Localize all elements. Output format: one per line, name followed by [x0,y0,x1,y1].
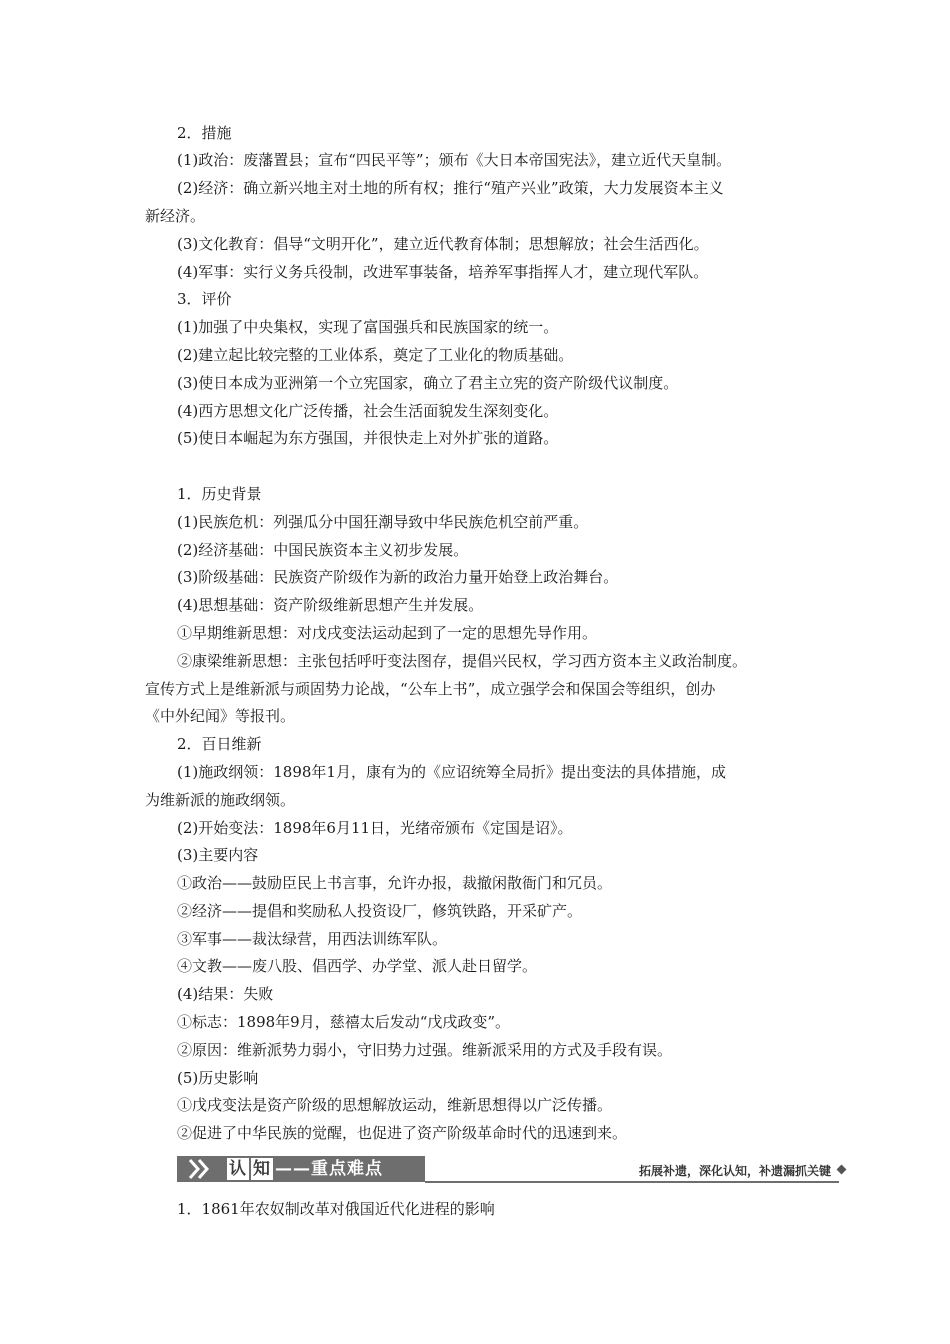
paragraph-line: (1)民族危机：列强瓜分中国狂潮导致中华民族危机空前严重。 [177,513,589,531]
section-heading: 2．百日维新 [177,735,262,753]
section-heading: 3．评价 [177,290,232,308]
paragraph-line: ④文教——废八股、倡西学、办学堂、派人赴日留学。 [177,957,538,975]
paragraph-line: 宣传方式上是维新派与顽固势力论战，“公车上书”，成立强学会和保国会等组织，创办 [145,680,716,698]
paragraph-line: (1)政治：废藩置县；宣布“四民平等”；颁布《大日本帝国宪法》，建立近代天皇制。 [177,151,732,169]
paragraph-line: (4)西方思想文化广泛传播，社会生活面貌发生深刻变化。 [177,402,559,420]
paragraph-line: ②原因：维新派势力弱小，守旧势力过强。维新派采用的方式及手段有误。 [177,1041,673,1059]
paragraph-line: ①标志：1898年9月，慈禧太后发动“戊戌政变”。 [177,1013,511,1031]
section-banner [177,1154,845,1184]
banner-title-char: 知 [253,1159,271,1179]
banner-title-rest: ——重点难点 [275,1159,383,1179]
chevron-right-icon [187,1158,211,1180]
paragraph-line: (2)建立起比较完整的工业体系，奠定了工业化的物质基础。 [177,346,574,364]
paragraph-line: ①政治——鼓励臣民上书言事，允许办报，裁撤闲散衙门和冗员。 [177,874,613,892]
section-heading: 1．1861年农奴制改革对俄国近代化进程的影响 [177,1200,495,1218]
paragraph-line: (2)经济基础：中国民族资本主义初步发展。 [177,541,469,559]
paragraph-line: (4)思想基础：资产阶级维新思想产生并发展。 [177,596,484,614]
paragraph-line: 《中外纪闻》等报刊。 [145,707,296,725]
paragraph-line: (3)阶级基础：民族资产阶级作为新的政治力量开始登上政治舞台。 [177,568,619,586]
banner-title-char: 认 [229,1159,247,1179]
paragraph-line: (2)经济：确立新兴地主对土地的所有权；推行“殖产兴业”政策，大力发展资本主义 [177,179,724,197]
paragraph-line: (2)开始变法：1898年6月11日，光绪帝颁布《定国是诏》。 [177,819,573,837]
paragraph-line: ①早期维新思想：对戊戌变法运动起到了一定的思想先导作用。 [177,624,598,642]
paragraph-line: (1)加强了中央集权，实现了富国强兵和民族国家的统一。 [177,318,559,336]
paragraph-line: (5)历史影响 [177,1069,259,1087]
diamond-icon [837,1165,847,1175]
paragraph-line: ②促进了中华民族的觉醒，也促进了资产阶级革命时代的迅速到来。 [177,1124,628,1142]
banner-tagline: 拓展补遗，深化认知，补遗漏抓关键 [638,1164,831,1178]
section-heading: 1．历史背景 [177,485,262,503]
paragraph-line: (4)结果：失败 [177,985,274,1003]
paragraph-line: (1)施政纲领：1898年1月，康有为的《应诏统筹全局折》提出变法的具体措施，成 [177,763,726,781]
paragraph-line: (5)使日本崛起为东方强国，并很快走上对外扩张的道路。 [177,429,559,447]
paragraph-line: 为维新派的施政纲领。 [145,791,296,809]
section-heading: 2．措施 [177,124,232,142]
banner-title [227,1157,383,1181]
paragraph-line: ②经济——提倡和奖励私人投资设厂，修筑铁路，开采矿产。 [177,902,583,920]
paragraph-line: (3)文化教育：倡导“文明开化”，建立近代教育体制；思想解放；社会生活西化。 [177,235,709,253]
banner-divider [425,1181,839,1183]
paragraph-line: ①戊戌变法是资产阶级的思想解放运动，维新思想得以广泛传播。 [177,1096,613,1114]
paragraph-line: ③军事——裁汰绿营，用西法训练军队。 [177,930,448,948]
paragraph-line: ②康梁维新思想：主张包括呼吁变法图存，提倡兴民权，学习西方资本主义政治制度。 [177,652,748,670]
paragraph-line: (4)军事：实行义务兵役制，改进军事装备，培养军事指挥人才，建立现代军队。 [177,263,709,281]
paragraph-line: (3)主要内容 [177,846,259,864]
paragraph-line: 新经济。 [145,207,206,225]
paragraph-line: (3)使日本成为亚洲第一个立宪国家，确立了君主立宪的资产阶级代议制度。 [177,374,679,392]
